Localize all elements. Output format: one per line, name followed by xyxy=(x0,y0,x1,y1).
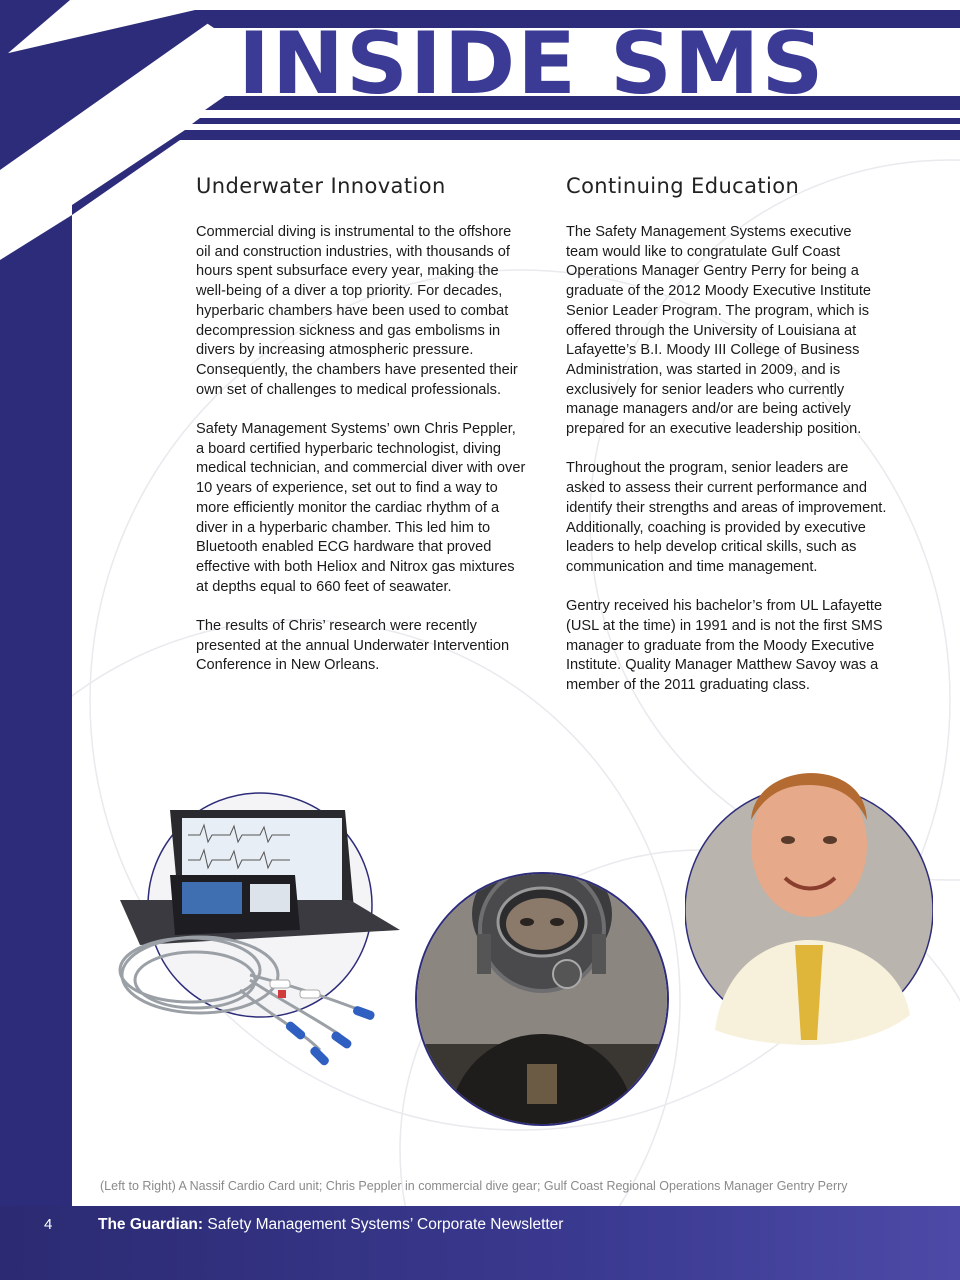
section-title: INSIDE SMS xyxy=(238,14,826,114)
publication-name: The Guardian: xyxy=(98,1216,204,1233)
photo-diver xyxy=(415,872,669,1126)
photo-gentry-perry xyxy=(685,740,933,1045)
article-paragraph: Safety Management Systems’ own Chris Peppler, a board certified hyperbaric technologist, diving medical technician, and commercial diver with over 10 years of experience, set out to find a way to more efficiently monitor the cardiac rhythm of a diver in a hyperbaric chamber. This led him to Bluetooth enabled ECG hardware that proved effective with both Heliox and Nitrox gas mixtures at depths equal to 660 feet of seawater. xyxy=(196,421,526,595)
banner-stripe-thin xyxy=(192,118,960,124)
article-heading: Underwater Innovation xyxy=(196,174,446,198)
article-heading: Continuing Education xyxy=(566,174,800,198)
photo-cardio-card-unit xyxy=(100,780,420,1080)
article-paragraph: The Safety Management Systems executive team would like to congratulate Gulf Coast Operations Manager Gentry Perry for being a graduate of the 2012 Moody Executive Institute Senior Leader Program. The program, which is offered through the University of Louisiana at Lafayette’s B.I. Moody III College of Business Administration, was started in 2009, and is exclusively for senior leaders who currently manage managers and/or are being actively prepared for an executive leadership position. xyxy=(566,224,872,438)
article-underwater-innovation xyxy=(196,170,526,696)
article-paragraph: Commercial diving is instrumental to the offshore oil and construction industries, with thousands of hours spent subsurface every year, making the well-being of a diver a top priority. For decades, hyperbaric chambers have been used to combat decompression sickness and gas embolisms in divers by increasing atmospheric pressure. Consequently, the chambers have presented their own set of challenges to medical professionals. xyxy=(196,224,518,398)
article-paragraph: Gentry received his bachelor’s from UL Lafayette (USL at the time) in 1991 and is not the first SMS manager to graduate from the Moody Executive Institute. Quality Manager Matthew Savoy was a member of the 2011 graduating class. xyxy=(566,598,883,694)
photo-caption: (Left to Right) A Nassif Cardio Card unit; Chris Peppler in commercial dive gear; Gulf Coast Regional Operations Manager Gentry Perry xyxy=(100,1179,848,1193)
page-number: 4 xyxy=(44,1216,53,1233)
publication-subtitle: Safety Management Systems’ Corporate Newsletter xyxy=(203,1216,564,1233)
footer-publication xyxy=(98,1216,563,1234)
article-paragraph: The results of Chris’ research were recently presented at the annual Underwater Intervention Conference in New Orleans. xyxy=(196,618,510,674)
article-paragraph: Throughout the program, senior leaders are asked to assess their current performance and identify their strengths and areas of improvement. Additionally, coaching is provided by executive leaders to help develop critical skills, such as communication and time management. xyxy=(566,460,887,575)
article-continuing-education xyxy=(566,170,888,716)
